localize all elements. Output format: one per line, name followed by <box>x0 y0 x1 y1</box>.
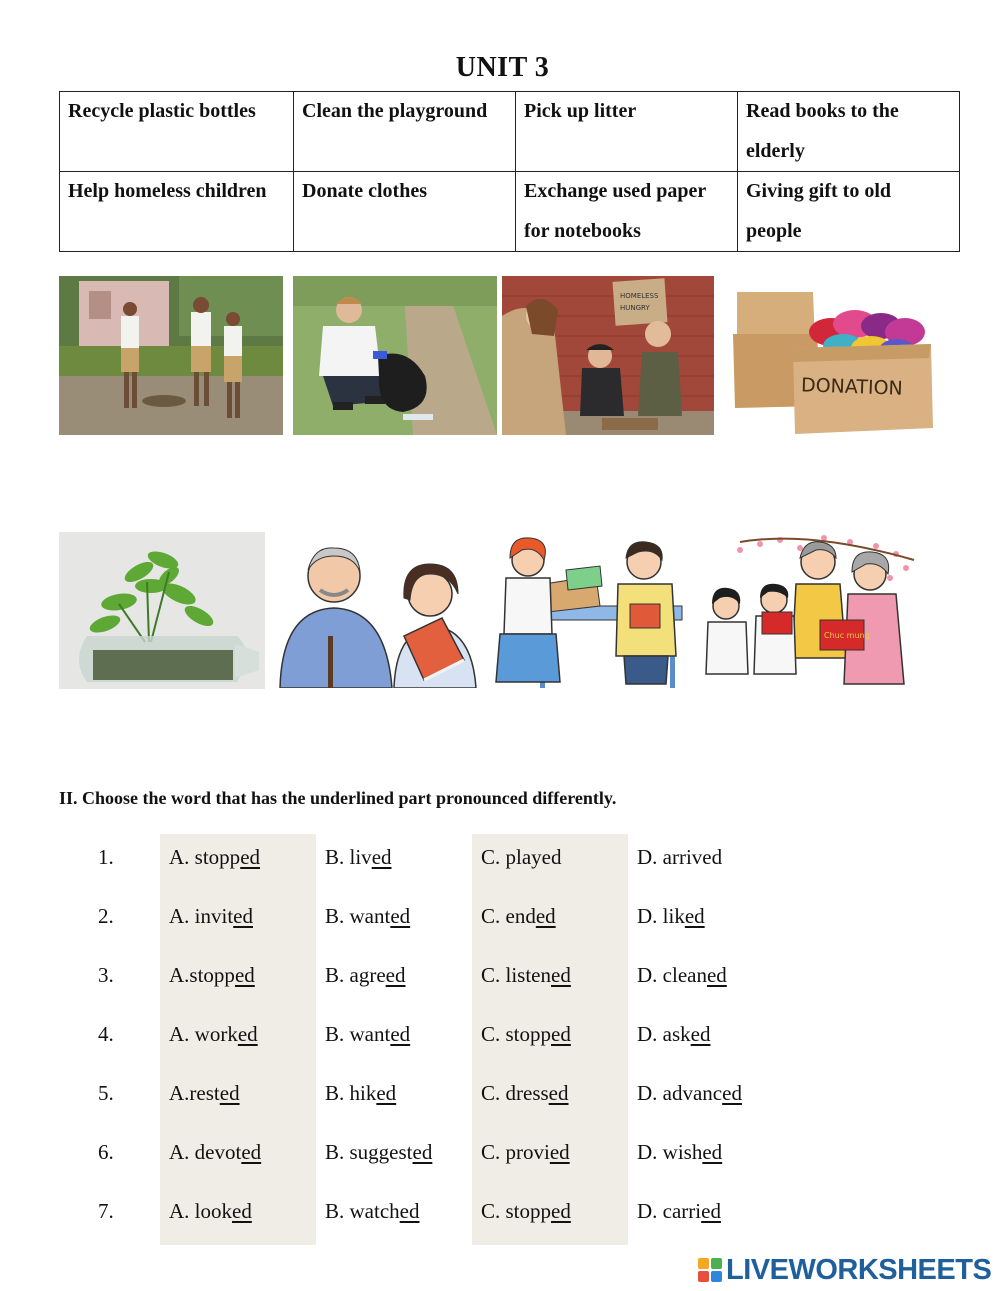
page-title: UNIT 3 <box>455 52 550 83</box>
logo-block <box>711 1271 722 1282</box>
option-d[interactable] <box>637 963 727 988</box>
option-c[interactable] <box>481 1140 570 1165</box>
table-row <box>60 172 960 252</box>
option-b[interactable] <box>325 1081 396 1106</box>
option-text: A. work <box>169 1022 238 1046</box>
option-c[interactable] <box>481 845 561 870</box>
underlined-part: ed <box>219 1081 240 1105</box>
option-d[interactable] <box>637 845 722 870</box>
activity-cell: Recycle plastic bottles <box>60 92 294 172</box>
option-c[interactable] <box>481 1022 571 1047</box>
option-text: A. look <box>169 1199 232 1223</box>
underlined-part: ed <box>548 1081 569 1105</box>
question-row <box>0 1140 1000 1180</box>
underlined-part: ed <box>549 1140 570 1164</box>
option-text: A. invit <box>169 904 234 928</box>
underlined-part: ed <box>390 1022 411 1046</box>
option-text: C. dress <box>481 1081 549 1105</box>
underlined-part: ed <box>551 1199 571 1223</box>
option-a[interactable] <box>169 1022 258 1047</box>
option-text: B. agre <box>325 963 386 987</box>
activity-cell: Donate clothes <box>294 172 516 252</box>
option-text: B. hik <box>325 1081 377 1105</box>
option-text: D. clean <box>637 963 707 987</box>
option-text: D. arrived <box>637 845 723 869</box>
question-row <box>0 904 1000 944</box>
option-c[interactable] <box>481 963 571 988</box>
underlined-part: ed <box>234 963 255 987</box>
underlined-part: ed <box>551 963 571 987</box>
option-text: A. stopp <box>169 845 241 869</box>
option-text: D. carri <box>637 1199 702 1223</box>
underlined-part: ed <box>722 1081 742 1105</box>
underlined-part: ed <box>371 845 392 869</box>
option-a[interactable] <box>169 1081 240 1106</box>
question-number: 4. <box>98 1022 114 1046</box>
option-text: C. stopp <box>481 1199 552 1223</box>
question-number: 2. <box>98 904 114 928</box>
option-text: C. stopp <box>481 1022 552 1046</box>
activity-cell: Help homeless children <box>60 172 294 252</box>
option-text: B. suggest <box>325 1140 413 1164</box>
underlined-part: ed <box>702 1140 723 1164</box>
logo-block <box>698 1271 709 1282</box>
option-text: C. end <box>481 904 536 928</box>
question-row <box>0 845 1000 885</box>
question-number: 5. <box>98 1081 114 1105</box>
option-text: D. wish <box>637 1140 703 1164</box>
underlined-part: ed <box>385 963 406 987</box>
option-c[interactable] <box>481 1199 571 1224</box>
underlined-part: ed <box>237 1022 258 1046</box>
option-text: C. listen <box>481 963 552 987</box>
option-text: C. played <box>481 845 562 869</box>
liveworksheets-logo <box>698 1255 991 1285</box>
option-text: A. devot <box>169 1140 242 1164</box>
photo-exchange-paper-for-notebooks <box>492 534 696 688</box>
photo-recycle-plastic-bottles <box>59 532 265 689</box>
option-b[interactable] <box>325 845 392 870</box>
option-a[interactable] <box>169 845 260 870</box>
option-text: D. lik <box>637 904 685 928</box>
logo-block <box>711 1258 722 1269</box>
underlined-part: ed <box>390 904 411 928</box>
option-text: D. advanc <box>637 1081 723 1105</box>
gift-label: Chuc mung <box>824 631 870 640</box>
question-number: 6. <box>98 1140 114 1164</box>
option-a[interactable] <box>169 904 253 929</box>
question-number: 7. <box>98 1199 114 1223</box>
option-text: B. want <box>325 1022 391 1046</box>
logo-blocks-icon <box>698 1258 722 1282</box>
underlined-part: ed <box>535 904 556 928</box>
underlined-part: ed <box>399 1199 420 1223</box>
option-d[interactable] <box>637 1022 711 1047</box>
question-row <box>0 1022 1000 1062</box>
activity-cell: Giving gift to old people <box>738 172 960 252</box>
option-b[interactable] <box>325 1022 410 1047</box>
activity-cell: Read books to the elderly <box>738 92 960 172</box>
underlined-part: ed <box>241 1140 262 1164</box>
photo-donate-clothes <box>731 288 933 434</box>
activity-cell: Clean the playground <box>294 92 516 172</box>
table-row <box>60 92 960 172</box>
logo-block <box>698 1258 709 1269</box>
option-d[interactable] <box>637 1199 721 1224</box>
option-b[interactable] <box>325 904 410 929</box>
option-c[interactable] <box>481 1081 569 1106</box>
option-text: D. ask <box>637 1022 691 1046</box>
underlined-part: ed <box>240 845 261 869</box>
option-d[interactable] <box>637 1081 742 1106</box>
option-b[interactable] <box>325 963 405 988</box>
option-text: A.rest <box>169 1081 220 1105</box>
underlined-part: ed <box>232 1199 252 1223</box>
photo-help-homeless-children <box>502 276 714 435</box>
option-text: B. liv <box>325 845 372 869</box>
option-d[interactable] <box>637 904 705 929</box>
underlined-part: ed <box>690 1022 711 1046</box>
option-c[interactable] <box>481 904 556 929</box>
question-number: 1. <box>98 845 114 869</box>
option-b[interactable] <box>325 1140 432 1165</box>
underlined-part: ed <box>684 904 705 928</box>
option-a[interactable] <box>169 1199 252 1224</box>
option-d[interactable] <box>637 1140 722 1165</box>
option-a[interactable] <box>169 963 255 988</box>
question-number: 3. <box>98 963 114 987</box>
option-text: B. watch <box>325 1199 400 1223</box>
activity-cell: Pick up litter <box>516 92 738 172</box>
homeless-sign-text: HOMELESS <box>620 292 659 300</box>
option-text: B. want <box>325 904 391 928</box>
underlined-part: ed <box>233 904 253 928</box>
svg-text:HUNGRY: HUNGRY <box>620 304 650 312</box>
activities-table <box>59 91 960 252</box>
question-row <box>0 1081 1000 1121</box>
activity-cell: Exchange used paper for notebooks <box>516 172 738 252</box>
photo-clean-playground <box>59 276 283 435</box>
underlined-part: ed <box>701 1199 721 1223</box>
question-row <box>0 1199 1000 1239</box>
option-text: C. provi <box>481 1140 550 1164</box>
photo-pick-up-litter <box>293 276 497 435</box>
underlined-part: ed <box>412 1140 433 1164</box>
option-b[interactable] <box>325 1199 419 1224</box>
option-a[interactable] <box>169 1140 261 1165</box>
underlined-part: ed <box>706 963 727 987</box>
section-heading: II. Choose the word that has the underlined part pronounced differently. <box>59 788 617 808</box>
option-text: A.stopp <box>169 963 235 987</box>
logo-text: LIVEWORKSHEETS <box>726 1253 992 1286</box>
photo-giving-gift-to-old-people <box>700 534 918 688</box>
underlined-part: ed <box>376 1081 397 1105</box>
underlined-part: ed <box>551 1022 571 1046</box>
donation-box-label: DONATION <box>800 374 904 400</box>
photo-read-books-to-elderly <box>274 540 489 688</box>
question-row <box>0 963 1000 1003</box>
